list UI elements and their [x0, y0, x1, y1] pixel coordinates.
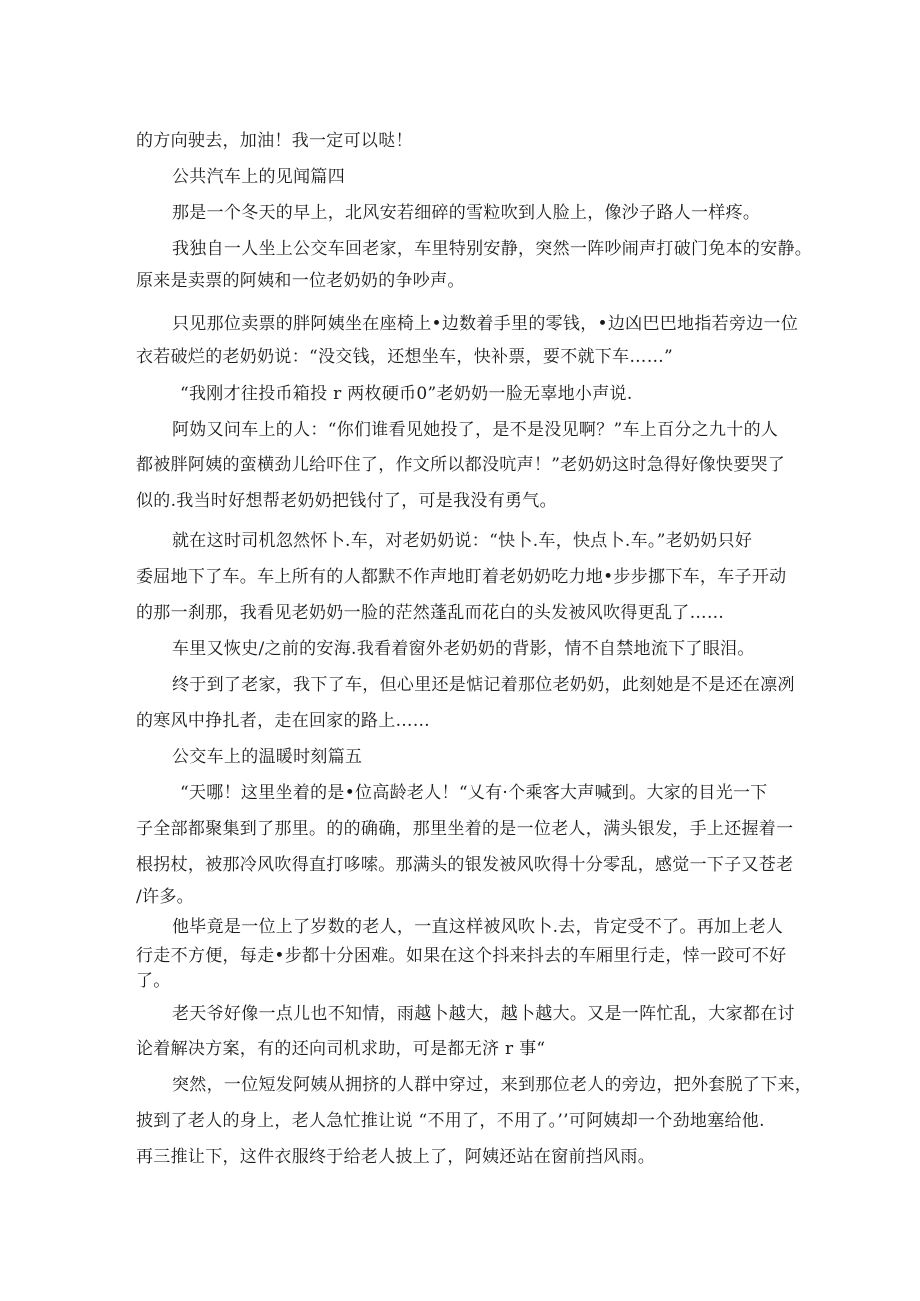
section-heading: 公交车上的温暖时刻篇五 — [172, 747, 363, 767]
text-line: 我独自一人坐上公交车回老家，车里特别安静，突然一阵吵闹声打破门免本的安静。 — [172, 239, 813, 259]
text-line: /许多。 — [136, 887, 194, 907]
text-line: 车里又恢史/之前的安海.我看着窗外老奶奶的背影，情不自禁地流下了眼泪。 — [172, 639, 755, 659]
text-line: 终于到了老家，我下了车，但心里还是惦记着那位老奶奶，此刻她是不是还在凛冽 — [172, 675, 795, 695]
text-line: 只见那位卖票的胖阿姨坐在座椅上•边数着手里的零钱，•边凶巴巴地指若旁边一位 — [172, 314, 799, 334]
text-line: “我刚才往投币箱投 r 两枚硬币0”老奶奶一脸无辜地小声说. — [180, 384, 633, 404]
text-line: 就在这时司机忽然怀卜.车，对老奶奶说：“快卜.车，快点卜.车。”老奶奶只好 — [172, 531, 753, 551]
text-line: 根拐杖，被那冷风吹得直打哆嗦。那满头的银发被风吹得十分零乱，感觉一下子又苍老 — [136, 855, 794, 875]
text-line: 他毕竟是一位上了岁数的老人，一直这样被风吹卜.去，肯定受不了。再加上老人 — [172, 917, 784, 937]
text-line: 披到了老人的身上，老人急忙推让说 “不用了，不用了。’’可阿姨却一个劲地塞给他. — [136, 1111, 765, 1131]
text-line: 似的.我当时好想帮老奶奶把钱付了，可是我没有勇气。 — [136, 491, 557, 511]
text-line: 都被胖阿姨的蛮横劲儿给吓住了，作文所以都没吭声！”老奶奶这时急得好像快要哭了 — [136, 455, 786, 475]
text-line: 老天爷好像一点儿也不知情，雨越卜越大，越卜越大。又是一阵忙乱，大家都在讨 — [172, 1004, 795, 1024]
text-line: 阿妫又问车上的人：“你们谁看见她投了，是不是没见啊？”车上百分之九十的人 — [172, 420, 779, 440]
text-line: 行走不方便，每走•步都十分困难。如果在这个抖来抖去的车厢里行走，悻一跤可不好 — [136, 946, 787, 966]
text-line: 委屈地下了车。车上所有的人都默不作声地盯着老奶奶吃力地•步步挪下车，车子开动 — [136, 567, 787, 587]
text-line: 论着解决方案，有的还向司机求助，可是都无济 r 事“ — [136, 1039, 546, 1059]
text-line: 衣若破烂的老奶奶说：“没交钱，还想坐车，快补票，要不就下车……” — [136, 347, 673, 367]
section-heading: 公共汽车上的见闻篇四 — [172, 167, 345, 187]
text-line: 原来是卖票的阿姨和一位老奶奶的争吵声。 — [136, 271, 465, 291]
text-line: 子全部都聚集到了那里。的的确确，那里坐着的是一位老人，满头银发，手上还握着一 — [136, 819, 794, 839]
text-line: “天哪！这里坐着的是•位高龄老人！“乂有·个乘客大声喊到。大家的目光一下 — [180, 783, 768, 803]
text-line: 那是一个冬天的早上，北风安若细碎的雪粒吹到人脸上，像沙子路人一样疼。 — [172, 203, 761, 223]
text-line: 的寒风中挣扎者，走在回家的路上…… — [136, 711, 431, 731]
text-line: 的方向驶去，加油！我一定可以哒！ — [136, 131, 413, 151]
text-line: 的那一刹那，我看见老奶奶一脸的茫然蓬乱而花白的头发被风吹得更乱了…… — [136, 603, 725, 623]
text-line: 了。 — [136, 971, 171, 991]
text-line: 突然，一位短发阿姨从拥挤的人群中穿过，来到那位老人的旁边，把外套脱了下来， — [172, 1075, 813, 1095]
text-line: 再三推让下，这件衣服终于给老人披上了，阿姨还站在窗前挡风雨。 — [136, 1147, 655, 1167]
